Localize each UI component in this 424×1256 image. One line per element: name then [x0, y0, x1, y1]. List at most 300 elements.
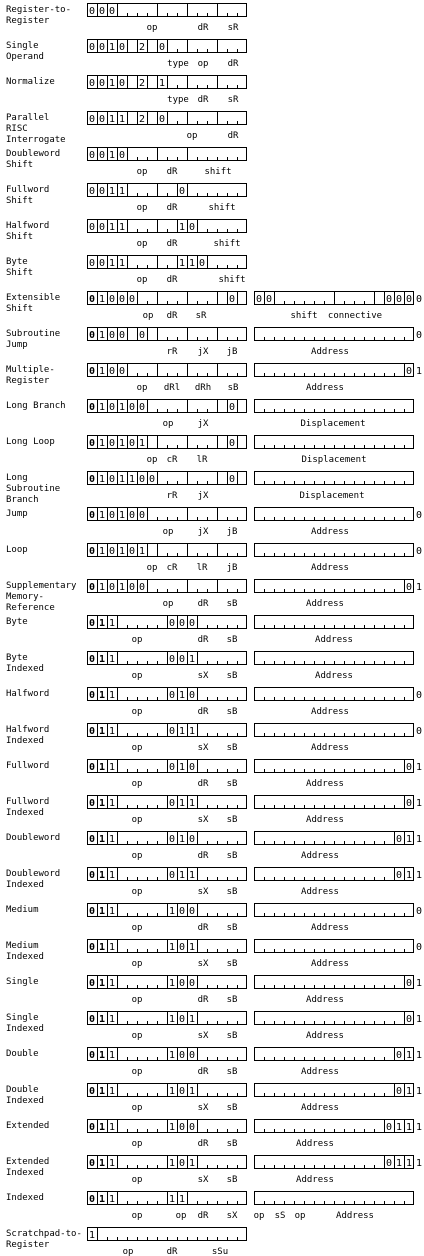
bit-value: 1: [189, 654, 196, 665]
format-name-line: Long Branch: [6, 401, 66, 411]
field-label: sB: [226, 995, 238, 1005]
bit-value: 1: [179, 1194, 186, 1205]
bit-value: 0: [149, 474, 156, 485]
bit-value: 1: [109, 114, 116, 125]
format-row: [6, 39, 247, 69]
bit-value: 0: [89, 690, 96, 701]
format-name-line: Subroutine: [6, 484, 61, 494]
format-name-line: Indexed: [6, 880, 44, 890]
bit-value: 0: [139, 474, 146, 485]
bit-value: 1: [396, 1122, 403, 1133]
bit-value: 1: [416, 870, 423, 881]
format-row: [6, 399, 414, 429]
field-label: sB: [226, 1103, 238, 1113]
format-name-line: Single: [6, 977, 39, 987]
field-label: dR: [197, 707, 209, 717]
bit-value: 0: [99, 6, 106, 17]
bit-value: 1: [99, 294, 106, 305]
bit-value: 1: [99, 870, 106, 881]
field-label: Address: [296, 1175, 334, 1185]
format-name-line: Reference: [6, 603, 55, 613]
bit-value: 0: [89, 42, 96, 53]
field-label: op: [131, 707, 143, 717]
format-row: [6, 939, 422, 969]
field-label: dR: [166, 239, 178, 249]
format-row: [6, 75, 247, 105]
bit-value: 0: [89, 618, 96, 629]
bit-value: 1: [179, 834, 186, 845]
field-label: op: [146, 455, 158, 465]
format-name-line: Extended: [6, 1121, 50, 1131]
field-label: sB: [226, 1067, 238, 1077]
field-label: op: [131, 887, 143, 897]
bit-value: 0: [89, 258, 96, 269]
format-name-line: Normalize: [6, 77, 55, 87]
bit-value: 0: [119, 330, 126, 341]
field-label: sB: [226, 1139, 238, 1149]
field-label: op: [146, 23, 158, 33]
bit-value: 1: [109, 222, 116, 233]
field-label: Address: [311, 923, 349, 933]
format-name-line: Fullword: [6, 185, 50, 195]
format-name-line: Extensible: [6, 293, 61, 303]
format-name-line: Indexed: [6, 664, 44, 674]
bit-value: 0: [189, 762, 196, 773]
field-label: Address: [311, 563, 349, 573]
bit-value: 1: [99, 510, 106, 521]
field-label: op: [162, 527, 174, 537]
bit-value: 0: [169, 618, 176, 629]
bit-value: 2: [139, 78, 146, 89]
format-name-line: Memory-: [6, 592, 44, 602]
bit-value: 1: [406, 1122, 413, 1133]
bit-value: 0: [119, 42, 126, 53]
field-label: lR: [196, 563, 208, 573]
bit-value: 1: [109, 1158, 116, 1169]
format-row: [6, 615, 414, 645]
format-name-line: Operand: [6, 52, 44, 62]
bit-value: 0: [229, 294, 236, 305]
field-label: sX: [197, 743, 209, 753]
bit-value: 0: [89, 510, 96, 521]
bit-value: 0: [406, 1014, 413, 1025]
bit-value: 1: [169, 942, 176, 953]
bit-value: 1: [119, 222, 126, 233]
bit-value: 1: [109, 798, 116, 809]
bit-value: 1: [109, 654, 116, 665]
bit-value: 0: [396, 1086, 403, 1097]
field-label: op: [131, 1103, 143, 1113]
bit-value: 0: [406, 582, 413, 593]
bit-value: 0: [109, 402, 116, 413]
bit-value: 0: [89, 1050, 96, 1061]
format-name-line: Register: [6, 16, 50, 26]
bit-value: 0: [396, 834, 403, 845]
bit-value: 1: [416, 834, 423, 845]
field-label: op: [131, 851, 143, 861]
field-label: Address: [311, 527, 349, 537]
bit-value: 0: [119, 150, 126, 161]
format-name-line: Halfword: [6, 689, 50, 699]
bit-value: 1: [109, 942, 116, 953]
field-label: dR: [197, 635, 209, 645]
field-label: sB: [226, 923, 238, 933]
bit-value: 0: [89, 222, 96, 233]
bit-value: 0: [169, 870, 176, 881]
field-label: Displacement: [300, 419, 366, 429]
bit-value: 1: [416, 762, 423, 773]
field-label: sX: [197, 887, 209, 897]
bit-value: 1: [139, 438, 146, 449]
format-name-line: Register-to-: [6, 5, 72, 15]
field-label: dR: [197, 1067, 209, 1077]
bit-value: 1: [109, 834, 116, 845]
bit-value: 0: [169, 762, 176, 773]
bit-value: 0: [396, 294, 403, 305]
bit-value: 1: [99, 906, 106, 917]
field-label: Address: [311, 707, 349, 717]
format-name-line: Medium: [6, 905, 39, 915]
field-label: dR: [227, 131, 239, 141]
field-label: Address: [311, 959, 349, 969]
bit-value: 0: [416, 906, 423, 917]
field-label: sX: [197, 815, 209, 825]
bit-value: 0: [99, 186, 106, 197]
bit-value: 0: [109, 366, 116, 377]
bit-value: 1: [406, 1158, 413, 1169]
field-label: sX: [197, 671, 209, 681]
bit-value: 1: [189, 942, 196, 953]
bit-value: 0: [386, 1158, 393, 1169]
bit-value: 1: [406, 1086, 413, 1097]
bit-value: 1: [119, 582, 126, 593]
field-label: sSu: [211, 1247, 229, 1256]
field-label: dR: [197, 851, 209, 861]
bit-value: 0: [89, 186, 96, 197]
bit-value: 0: [406, 978, 413, 989]
bit-value: 1: [99, 1050, 106, 1061]
field-label: shift: [208, 203, 236, 213]
field-label: rR: [166, 491, 178, 501]
format-row: [6, 111, 247, 145]
format-name-line: Jump: [6, 509, 28, 519]
format-name-line: Fullword: [6, 761, 50, 771]
bit-value: 0: [139, 510, 146, 521]
format-name-line: Indexed: [6, 1168, 44, 1178]
field-label: op: [122, 1247, 134, 1256]
bit-value: 0: [416, 546, 423, 557]
field-label: dR: [166, 203, 178, 213]
field-label: dR: [197, 995, 209, 1005]
format-row: [6, 327, 422, 357]
field-label: op: [175, 1211, 187, 1221]
bit-value: 1: [139, 546, 146, 557]
format-name-line: Multiple-: [6, 365, 55, 375]
bit-value: 1: [179, 726, 186, 737]
bit-value: 1: [189, 1086, 196, 1097]
format-row: [6, 471, 414, 505]
field-label: Address: [306, 995, 344, 1005]
field-label: dR: [227, 59, 239, 69]
bit-value: 0: [99, 150, 106, 161]
bit-value: 0: [406, 798, 413, 809]
field-label: Displacement: [301, 455, 367, 465]
field-label: sB: [226, 1031, 238, 1041]
field-label: sB: [226, 887, 238, 897]
field-label: op: [294, 1211, 306, 1221]
format-name-line: Halfword: [6, 725, 50, 735]
bit-value: 0: [189, 978, 196, 989]
field-label: op: [131, 995, 143, 1005]
format-name-line: Scratchpad-to-: [6, 1229, 82, 1239]
field-label: op: [131, 671, 143, 681]
bit-value: 0: [109, 6, 116, 17]
field-label: jB: [226, 347, 238, 357]
bit-value: 0: [386, 1122, 393, 1133]
field-label: Address: [311, 743, 349, 753]
bit-value: 0: [169, 834, 176, 845]
field-label: sX: [197, 959, 209, 969]
field-label: sB: [226, 779, 238, 789]
field-label: op: [131, 1067, 143, 1077]
bit-value: 1: [406, 834, 413, 845]
bit-value: 0: [416, 690, 423, 701]
format-row: [6, 579, 422, 613]
bit-value: 0: [89, 6, 96, 17]
bit-value: 1: [109, 1194, 116, 1205]
bit-value: 1: [109, 42, 116, 53]
bit-value: 0: [179, 906, 186, 917]
field-label: sS: [274, 1211, 286, 1221]
format-name-line: Subroutine: [6, 329, 61, 339]
field-label: Address: [301, 887, 339, 897]
bit-value: 1: [189, 258, 196, 269]
format-name-line: Supplementary: [6, 581, 77, 591]
bit-value: 0: [189, 834, 196, 845]
bit-value: 0: [89, 1086, 96, 1097]
bit-value: 0: [416, 942, 423, 953]
format-row: [6, 3, 247, 33]
bit-value: 0: [89, 942, 96, 953]
bit-value: 0: [169, 726, 176, 737]
field-label: op: [131, 779, 143, 789]
bit-value: 0: [189, 690, 196, 701]
field-label: sB: [226, 1175, 238, 1185]
format-name-line: Register: [6, 376, 50, 386]
bit-value: 1: [109, 870, 116, 881]
field-label: Address: [315, 635, 353, 645]
bit-value: 0: [406, 294, 413, 305]
format-name-line: Shift: [6, 304, 34, 314]
bit-value: 1: [99, 438, 106, 449]
format-row: [6, 795, 422, 825]
bit-value: 1: [406, 870, 413, 881]
bit-value: 1: [179, 870, 186, 881]
bit-value: 0: [89, 330, 96, 341]
field-label: Displacement: [299, 491, 365, 501]
bit-value: 1: [189, 1158, 196, 1169]
bit-value: 1: [406, 1050, 413, 1061]
bit-value: 0: [89, 654, 96, 665]
field-label: dR: [197, 923, 209, 933]
field-label: shift: [204, 167, 232, 177]
bit-value: 1: [99, 978, 106, 989]
bit-value: 1: [119, 258, 126, 269]
bit-value: 1: [416, 1158, 423, 1169]
bit-value: 0: [179, 618, 186, 629]
format-row: [6, 147, 247, 177]
bit-value: 1: [109, 258, 116, 269]
bit-value: 1: [89, 1230, 96, 1241]
field-label: op: [131, 1139, 143, 1149]
field-label: sB: [226, 671, 238, 681]
format-row: [6, 687, 422, 717]
bit-value: 1: [109, 726, 116, 737]
bit-value: 1: [119, 474, 126, 485]
bit-value: 1: [416, 798, 423, 809]
field-label: Address: [296, 1139, 334, 1149]
bit-value: 0: [89, 1014, 96, 1025]
format-row: [6, 1011, 422, 1041]
field-label: op: [131, 1175, 143, 1185]
bit-value: 1: [109, 1014, 116, 1025]
format-name-line: Loop: [6, 545, 28, 555]
field-label: op: [131, 1211, 143, 1221]
bit-value: 1: [159, 78, 166, 89]
bit-value: 0: [416, 726, 423, 737]
field-label: jX: [197, 491, 209, 501]
bit-value: 0: [159, 114, 166, 125]
bit-value: 0: [89, 582, 96, 593]
format-name-line: Doubleword: [6, 149, 61, 159]
bit-value: 1: [119, 402, 126, 413]
bit-value: 1: [416, 1122, 423, 1133]
format-name-line: Shift: [6, 268, 34, 278]
bit-value: 1: [119, 546, 126, 557]
field-label: op: [131, 1031, 143, 1041]
field-label: rR: [166, 347, 178, 357]
bit-value: 1: [416, 1086, 423, 1097]
field-label: dRh: [194, 383, 212, 393]
bit-value: 0: [396, 870, 403, 881]
bit-value: 0: [119, 366, 126, 377]
field-label: type: [167, 95, 189, 105]
bit-value: 1: [129, 474, 136, 485]
format-name-line: Indexed: [6, 1096, 44, 1106]
bit-value: 1: [99, 834, 106, 845]
bit-value: 1: [169, 1086, 176, 1097]
field-label: Address: [306, 1031, 344, 1041]
format-name-line: Halfword: [6, 221, 50, 231]
bit-value: 0: [139, 330, 146, 341]
format-name-line: Branch: [6, 495, 39, 505]
bit-value: 1: [99, 1086, 106, 1097]
bit-value: 0: [129, 582, 136, 593]
bit-value: 2: [139, 114, 146, 125]
bit-value: 1: [109, 690, 116, 701]
bit-value: 1: [179, 222, 186, 233]
bit-value: 1: [416, 1014, 423, 1025]
field-label: sX: [197, 1031, 209, 1041]
bit-value: 1: [189, 1014, 196, 1025]
field-label: dR: [197, 599, 209, 609]
bit-value: 0: [179, 978, 186, 989]
bit-value: 0: [406, 762, 413, 773]
bit-value: 0: [89, 474, 96, 485]
bit-value: 0: [139, 402, 146, 413]
format-name-line: RISC: [6, 124, 28, 134]
bit-value: 0: [169, 690, 176, 701]
field-label: jX: [197, 527, 209, 537]
format-row: [6, 1119, 422, 1149]
field-label: dR: [197, 1139, 209, 1149]
field-label: sB: [227, 383, 239, 393]
bit-value: 1: [109, 762, 116, 773]
bit-value: 1: [109, 1086, 116, 1097]
field-label: op: [131, 635, 143, 645]
format-row: [6, 723, 422, 753]
field-label: dR: [166, 1247, 178, 1256]
bit-value: 0: [109, 330, 116, 341]
format-name-line: Indexed: [6, 952, 44, 962]
bit-value: 0: [89, 366, 96, 377]
field-label: op: [146, 563, 158, 573]
bit-value: 1: [99, 762, 106, 773]
field-label: Address: [306, 599, 344, 609]
field-label: cR: [166, 563, 178, 573]
field-label: connective: [327, 311, 383, 321]
bit-value: 1: [119, 510, 126, 521]
field-label: op: [186, 131, 198, 141]
format-row: [6, 507, 422, 537]
bit-value: 1: [189, 870, 196, 881]
bit-value: 0: [109, 510, 116, 521]
format-name-line: Register: [6, 1240, 50, 1250]
field-label: jB: [226, 563, 238, 573]
field-label: sB: [226, 959, 238, 969]
bit-value: 0: [256, 294, 263, 305]
format-name-line: Doubleword: [6, 833, 61, 843]
field-label: dR: [197, 23, 209, 33]
bit-value: 0: [89, 402, 96, 413]
field-label: sB: [226, 815, 238, 825]
bit-value: 0: [89, 150, 96, 161]
bit-value: 1: [179, 690, 186, 701]
field-label: op: [131, 815, 143, 825]
field-label: shift: [290, 311, 318, 321]
bit-value: 1: [179, 258, 186, 269]
format-name-line: Single: [6, 41, 39, 51]
field-label: op: [162, 599, 174, 609]
field-label: sB: [226, 599, 238, 609]
bit-value: 0: [89, 834, 96, 845]
format-name-line: Byte: [6, 257, 28, 267]
field-label: sR: [227, 95, 239, 105]
bit-value: 0: [189, 1122, 196, 1133]
bit-value: 1: [99, 726, 106, 737]
bit-value: 0: [119, 294, 126, 305]
bit-value: 1: [416, 582, 423, 593]
field-label: sR: [227, 23, 239, 33]
bit-value: 0: [99, 222, 106, 233]
bit-value: 1: [99, 1014, 106, 1025]
field-label: Address: [315, 671, 353, 681]
bit-value: 1: [109, 186, 116, 197]
format-name-line: Jump: [6, 340, 28, 350]
format-name-line: Parallel: [6, 113, 50, 123]
bit-value: 0: [129, 546, 136, 557]
field-label: Address: [301, 1067, 339, 1077]
